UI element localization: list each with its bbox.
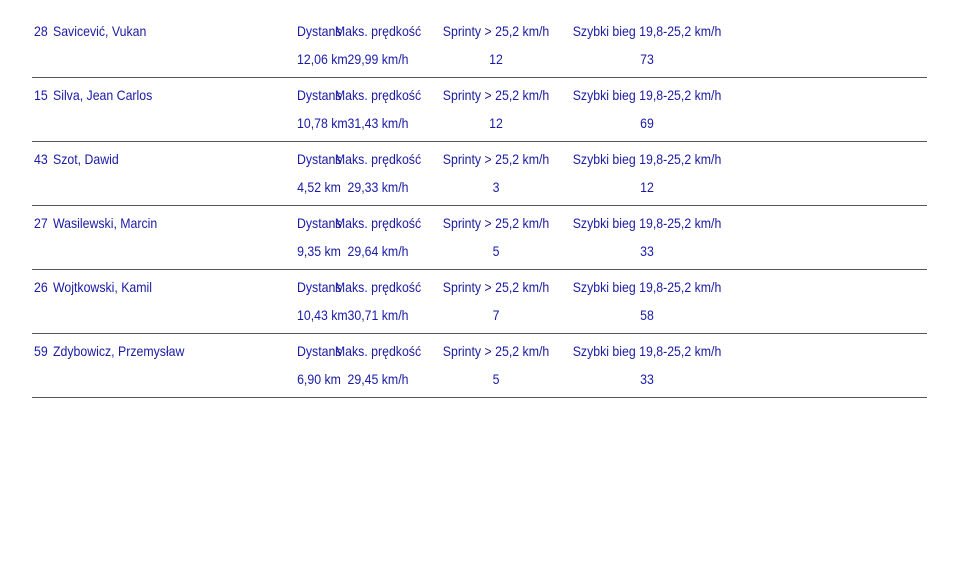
fast-runs-label: Szybki bieg 19,8-25,2 km/h	[572, 343, 722, 359]
max-speed-label: Maks. prędkość	[334, 151, 422, 167]
max-speed-label: Maks. prędkość	[334, 23, 422, 39]
sprints-value: 5	[492, 371, 500, 387]
fast-runs-label: Szybki bieg 19,8-25,2 km/h	[572, 87, 722, 103]
distance-label: Dystans	[297, 279, 342, 295]
max-speed-value: 31,43 km/h	[347, 115, 409, 131]
fast-runs-label: Szybki bieg 19,8-25,2 km/h	[572, 23, 722, 39]
max-speed-value: 29,64 km/h	[347, 243, 409, 259]
player-name: Silva, Jean Carlos	[52, 87, 153, 103]
max-speed-value: 30,71 km/h	[347, 307, 409, 323]
fast-runs-value: 69	[640, 115, 654, 131]
player-number: 27	[34, 215, 48, 231]
fast-runs-value: 33	[640, 371, 654, 387]
fast-runs-label: Szybki bieg 19,8-25,2 km/h	[572, 279, 722, 295]
sprints-label: Sprinty > 25,2 km/h	[442, 343, 550, 359]
player-name-cell	[34, 342, 184, 360]
distance-value: 10,43 km	[297, 307, 348, 323]
sprints-value: 12	[489, 115, 503, 131]
sprints-value: 5	[492, 243, 500, 259]
player-number: 43	[34, 151, 48, 167]
fast-runs-value: 58	[640, 307, 654, 323]
player-row	[32, 78, 927, 142]
player-row	[32, 206, 927, 270]
sprints-label: Sprinty > 25,2 km/h	[442, 215, 550, 231]
fast-runs-label: Szybki bieg 19,8-25,2 km/h	[572, 215, 722, 231]
max-speed-label: Maks. prędkość	[334, 215, 422, 231]
fast-runs-value: 33	[640, 243, 654, 259]
sprints-value: 12	[489, 51, 503, 67]
distance-value: 6,90 km	[297, 371, 341, 387]
player-name-cell	[34, 22, 146, 40]
player-number: 59	[34, 343, 48, 359]
max-speed-label: Maks. prędkość	[334, 87, 422, 103]
player-name: Wasilewski, Marcin	[52, 215, 158, 231]
player-name-cell	[34, 278, 152, 296]
sprints-label: Sprinty > 25,2 km/h	[442, 87, 550, 103]
player-number: 26	[34, 279, 48, 295]
player-number: 15	[34, 87, 48, 103]
player-name-cell	[34, 214, 157, 232]
player-row	[32, 334, 927, 398]
sprints-value: 7	[492, 307, 500, 323]
fast-runs-value: 73	[640, 51, 654, 67]
sprints-label: Sprinty > 25,2 km/h	[442, 279, 550, 295]
distance-value: 12,06 km	[297, 51, 348, 67]
player-name-cell	[34, 150, 119, 168]
player-row	[32, 270, 927, 334]
distance-label: Dystans	[297, 343, 342, 359]
player-row	[32, 142, 927, 206]
player-stats-list	[32, 14, 927, 398]
player-name: Wojtkowski, Kamil	[52, 279, 153, 295]
max-speed-value: 29,45 km/h	[347, 371, 409, 387]
sprints-label: Sprinty > 25,2 km/h	[442, 23, 550, 39]
fast-runs-label: Szybki bieg 19,8-25,2 km/h	[572, 151, 722, 167]
distance-label: Dystans	[297, 23, 342, 39]
distance-label: Dystans	[297, 87, 342, 103]
player-name: Zdybowicz, Przemysław	[52, 343, 185, 359]
distance-label: Dystans	[297, 215, 342, 231]
player-number: 28	[34, 23, 48, 39]
distance-value: 9,35 km	[297, 243, 341, 259]
player-name-cell	[34, 86, 152, 104]
sprints-value: 3	[492, 179, 500, 195]
player-row	[32, 14, 927, 78]
player-name: Szot, Dawid	[52, 151, 119, 167]
distance-label: Dystans	[297, 151, 342, 167]
distance-value: 4,52 km	[297, 179, 341, 195]
max-speed-label: Maks. prędkość	[334, 343, 422, 359]
sprints-label: Sprinty > 25,2 km/h	[442, 151, 550, 167]
max-speed-value: 29,33 km/h	[347, 179, 409, 195]
player-name: Savicević, Vukan	[52, 23, 147, 39]
max-speed-value: 29,99 km/h	[347, 51, 409, 67]
distance-value: 10,78 km	[297, 115, 348, 131]
fast-runs-value: 12	[640, 179, 654, 195]
max-speed-label: Maks. prędkość	[334, 279, 422, 295]
